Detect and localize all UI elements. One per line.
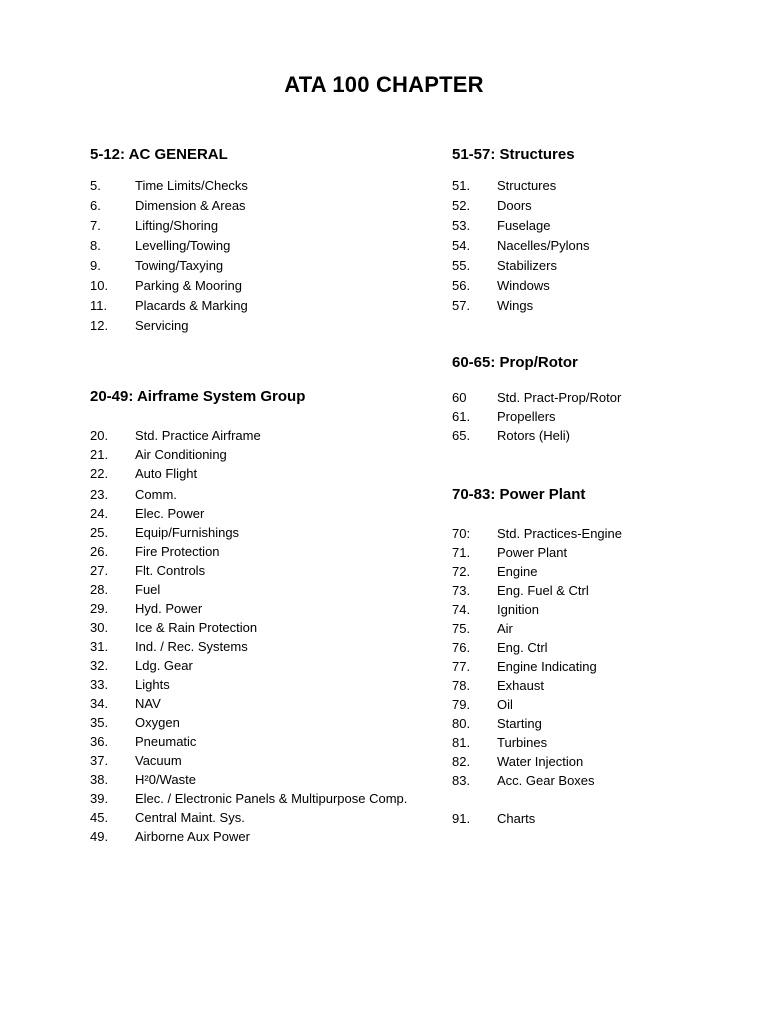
chapter-label: Dimension & Areas xyxy=(135,198,246,213)
chapter-number: 53. xyxy=(452,218,471,233)
list-item xyxy=(90,656,450,675)
chapter-label: Fire Protection xyxy=(135,544,220,559)
chapter-label: Eng. Ctrl xyxy=(497,640,548,655)
chapter-number: 23. xyxy=(90,487,109,502)
list-item xyxy=(452,733,712,752)
chapter-label: Acc. Gear Boxes xyxy=(497,773,595,788)
list-item xyxy=(452,426,712,445)
chapter-number: 35. xyxy=(90,715,109,730)
chapter-number: 22. xyxy=(90,466,109,481)
chapter-number: 45. xyxy=(90,810,109,825)
chapter-list xyxy=(452,524,712,828)
list-item xyxy=(452,216,712,235)
chapter-number: 61. xyxy=(452,409,471,424)
chapter-number: 11. xyxy=(90,298,108,313)
list-item xyxy=(452,752,712,771)
list-item xyxy=(90,675,450,694)
chapter-label: Std. Practices-Engine xyxy=(497,526,623,541)
chapter-list xyxy=(90,426,450,846)
section-heading: 60-65: Prop/Rotor xyxy=(452,354,578,371)
section-ac-general xyxy=(90,145,410,333)
list-item xyxy=(452,236,712,255)
chapter-label: Engine Indicating xyxy=(497,659,597,674)
chapter-label: NAV xyxy=(135,696,161,711)
chapter-label: Turbines xyxy=(497,735,548,750)
chapter-label: Servicing xyxy=(135,318,189,333)
list-item xyxy=(452,524,712,543)
chapter-number: 76. xyxy=(452,640,471,655)
chapter-number: 54. xyxy=(452,238,471,253)
chapter-label: Propellers xyxy=(497,409,556,424)
chapter-number: 21. xyxy=(90,447,109,462)
list-item xyxy=(90,694,450,713)
chapter-number: 56. xyxy=(452,278,471,293)
chapter-label: Wings xyxy=(497,298,534,313)
chapter-number: 75. xyxy=(452,621,471,636)
list-item xyxy=(452,714,712,733)
list-item xyxy=(452,695,712,714)
chapter-list xyxy=(452,176,712,315)
chapter-number: 74. xyxy=(452,602,471,617)
chapter-label: Power Plant xyxy=(497,545,568,560)
chapter-number: 10. xyxy=(90,278,109,293)
chapter-number: 71. xyxy=(452,545,471,560)
list-item xyxy=(90,485,450,504)
list-item xyxy=(90,542,450,561)
chapter-number: 91. xyxy=(452,811,471,826)
chapter-number: 24. xyxy=(90,506,109,521)
chapter-list xyxy=(452,388,712,445)
chapter-number: 38. xyxy=(90,772,109,787)
chapter-number: 9. xyxy=(90,258,101,273)
list-item xyxy=(90,216,410,235)
chapter-number: 78. xyxy=(452,678,471,693)
chapter-number: 7. xyxy=(90,218,101,233)
chapter-number: 27. xyxy=(90,563,109,578)
chapter-label: Ldg. Gear xyxy=(135,658,193,673)
chapter-label: Doors xyxy=(497,198,532,213)
chapter-label: H²0/Waste xyxy=(135,772,196,787)
list-item xyxy=(90,426,450,445)
chapter-number: 83. xyxy=(452,773,471,788)
list-item xyxy=(90,196,410,215)
chapter-label: Vacuum xyxy=(135,753,182,768)
list-item xyxy=(90,580,450,599)
list-item xyxy=(452,562,712,581)
list-item xyxy=(90,316,410,335)
chapter-number: 65. xyxy=(452,428,471,443)
chapter-number: 81. xyxy=(452,735,471,750)
chapter-label: Eng. Fuel & Ctrl xyxy=(497,583,589,598)
list-item xyxy=(452,407,712,426)
chapter-label: Central Maint. Sys. xyxy=(135,810,245,825)
chapter-label: Structures xyxy=(497,178,557,193)
chapter-number: 39. xyxy=(90,791,109,806)
chapter-label: Ind. / Rec. Systems xyxy=(135,639,248,654)
chapter-number: 34. xyxy=(90,696,109,711)
chapter-number: 52. xyxy=(452,198,471,213)
chapter-label: Lights xyxy=(135,677,170,692)
section-structures xyxy=(452,145,712,313)
chapter-number: 37. xyxy=(90,753,109,768)
chapter-number: 6. xyxy=(90,198,101,213)
chapter-number: 73. xyxy=(452,583,471,598)
chapter-label: Equip/Furnishings xyxy=(135,525,240,540)
section-heading: 70-83: Power Plant xyxy=(452,486,586,503)
section-heading: 5-12: AC GENERAL xyxy=(90,146,228,163)
chapter-label: Airborne Aux Power xyxy=(135,829,250,844)
chapter-label: Elec. / Electronic Panels & Multipurpose Comp. xyxy=(135,791,408,806)
chapter-label: Air xyxy=(497,621,513,636)
list-item xyxy=(90,713,450,732)
chapter-number: 20. xyxy=(90,428,109,443)
list-item xyxy=(90,827,450,846)
chapter-label: Lifting/Shoring xyxy=(135,218,219,233)
chapter-label: Oxygen xyxy=(135,715,180,730)
chapter-label: Starting xyxy=(497,716,542,731)
chapter-label: Time Limits/Checks xyxy=(135,178,248,193)
list-item xyxy=(90,732,450,751)
list-item xyxy=(90,236,410,255)
chapter-number: 12. xyxy=(90,318,109,333)
list-item xyxy=(90,599,450,618)
chapter-number: 29. xyxy=(90,601,109,616)
list-item xyxy=(452,388,712,407)
list-item xyxy=(90,504,450,523)
chapter-number: 72. xyxy=(452,564,471,579)
list-item xyxy=(90,789,450,808)
list-item xyxy=(90,464,450,483)
list-item xyxy=(90,751,450,770)
chapter-label: Rotors (Heli) xyxy=(497,428,570,443)
chapter-label: Placards & Marking xyxy=(135,298,248,313)
chapter-number: 57. xyxy=(452,298,471,313)
chapter-label: Stabilizers xyxy=(497,258,557,273)
chapter-label: Air Conditioning xyxy=(135,447,227,462)
chapter-label: Charts xyxy=(497,811,536,826)
chapter-number: 49. xyxy=(90,829,109,844)
chapter-number: 77. xyxy=(452,659,471,674)
chapter-list xyxy=(90,176,410,335)
chapter-number: 32. xyxy=(90,658,109,673)
list-item xyxy=(452,581,712,600)
list-item xyxy=(452,600,712,619)
chapter-number: 8. xyxy=(90,238,101,253)
chapter-number: 82. xyxy=(452,754,471,769)
section-prop-rotor xyxy=(452,353,712,443)
list-item xyxy=(90,618,450,637)
list-item xyxy=(452,296,712,315)
chapter-label: Towing/Taxying xyxy=(135,258,224,273)
section-heading: 20-49: Airframe System Group xyxy=(90,388,306,405)
section-heading: 51-57: Structures xyxy=(452,146,575,163)
chapter-label: Comm. xyxy=(135,487,177,502)
chapter-label: Fuselage xyxy=(497,218,551,233)
section-power-plant xyxy=(452,485,712,826)
chapter-label: Std. Practice Airframe xyxy=(135,428,261,443)
chapter-number: 28. xyxy=(90,582,109,597)
list-item xyxy=(452,276,712,295)
page-title: ATA 100 CHAPTER xyxy=(284,72,484,97)
chapter-number: 36. xyxy=(90,734,109,749)
list-item xyxy=(90,808,450,827)
list-item xyxy=(90,445,450,464)
list-item xyxy=(452,176,712,195)
chapter-number: 55. xyxy=(452,258,471,273)
chapter-label: Fuel xyxy=(135,582,161,597)
chapter-number: 25. xyxy=(90,525,109,540)
chapter-label: Flt. Controls xyxy=(135,563,206,578)
list-item xyxy=(452,619,712,638)
chapter-number: 80. xyxy=(452,716,471,731)
chapter-number: 33. xyxy=(90,677,109,692)
list-item xyxy=(452,657,712,676)
list-item xyxy=(90,176,410,195)
chapter-label: Water Injection xyxy=(497,754,584,769)
chapter-label: Windows xyxy=(497,278,550,293)
chapter-number: 60 xyxy=(452,390,467,405)
list-item xyxy=(452,543,712,562)
chapter-label: Ice & Rain Protection xyxy=(135,620,258,635)
list-item xyxy=(90,637,450,656)
chapter-label: Oil xyxy=(497,697,513,712)
list-item xyxy=(452,256,712,275)
list-item xyxy=(452,809,712,828)
list-item xyxy=(90,256,410,275)
list-item xyxy=(452,676,712,695)
list-item xyxy=(90,770,450,789)
list-item xyxy=(90,561,450,580)
list-item xyxy=(452,638,712,657)
section-airframe-system-group xyxy=(90,387,450,844)
chapter-label: Exhaust xyxy=(497,678,544,693)
chapter-number: 31. xyxy=(90,639,109,654)
chapter-label: Hyd. Power xyxy=(135,601,203,616)
chapter-label: Levelling/Towing xyxy=(135,238,231,253)
list-item xyxy=(90,296,410,315)
chapter-label: Std. Pract-Prop/Rotor xyxy=(497,390,622,405)
chapter-number: 5. xyxy=(90,178,101,193)
chapter-label: Parking & Mooring xyxy=(135,278,242,293)
chapter-label: Elec. Power xyxy=(135,506,205,521)
chapter-label: Pneumatic xyxy=(135,734,197,749)
list-item xyxy=(452,196,712,215)
chapter-label: Nacelles/Pylons xyxy=(497,238,590,253)
list-item xyxy=(90,523,450,542)
chapter-label: Auto Flight xyxy=(135,466,198,481)
chapter-label: Ignition xyxy=(497,602,539,617)
list-item xyxy=(90,276,410,295)
list-item xyxy=(452,771,712,790)
chapter-number: 26. xyxy=(90,544,109,559)
chapter-number: 51. xyxy=(452,178,471,193)
chapter-number: 70: xyxy=(452,526,471,541)
chapter-label: Engine xyxy=(497,564,538,579)
chapter-number: 30. xyxy=(90,620,109,635)
chapter-number: 79. xyxy=(452,697,471,712)
